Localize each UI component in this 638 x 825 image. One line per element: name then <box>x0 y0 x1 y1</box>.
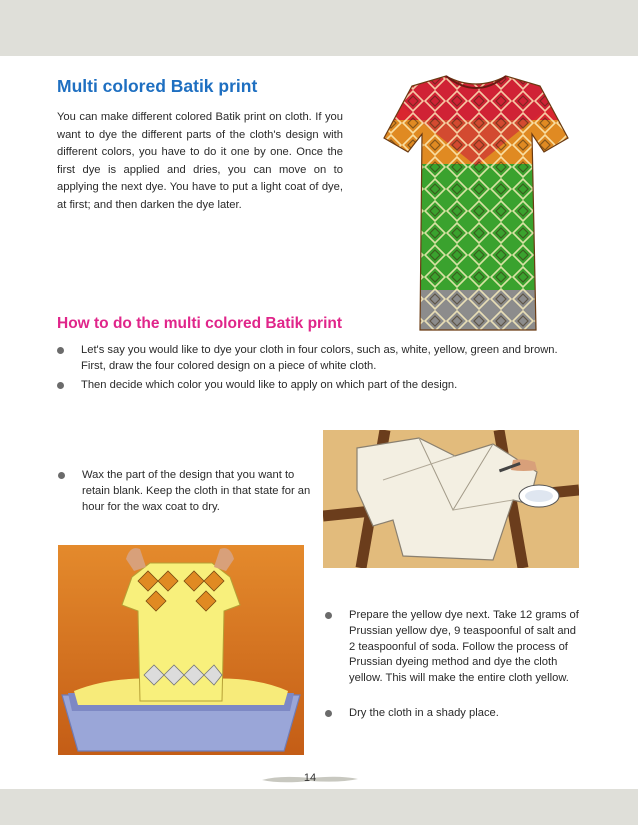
bullet-text: Prepare the yellow dye next. Take 12 grams of Prussian yellow dye, 9 teaspoonful of salt and 2 teaspoonful of soda. Follow the process of Prussian dyeing method and dye the cloth yellow. This will make the entire cloth yellow. <box>349 609 579 685</box>
bullet-dot-icon <box>58 472 65 479</box>
intro-paragraph: You can make different colored Batik print on cloth. If you want to dye the different parts of the cloth's design with different colors, you have to do it one by one. Once the first dye is applied and dries, you can move on to applying the next dye. You have to put a light coat of dye, at first; and then darken the dye later. <box>57 111 343 211</box>
bullet-text: Wax the part of the design that you want to retain blank. Keep the cloth in that state for an hour for the wax coat to dry. <box>82 469 311 513</box>
top-band <box>0 0 638 56</box>
bullet-text: Dry the cloth in a shady place. <box>349 707 499 719</box>
bullet-item <box>58 468 320 515</box>
page-number-block <box>260 770 360 788</box>
bullet-text: Let's say you would like to dye your cloth in four colors, such as, white, yellow, green and brown. First, draw the four colored design on a piece of white cloth. <box>81 344 558 372</box>
section-heading-how-to: How to do the multi colored Batik print <box>57 315 343 332</box>
bullet-dot-icon <box>325 710 332 717</box>
batik-shirt-illustration <box>380 68 572 332</box>
waxing-frame-illustration <box>323 430 579 568</box>
bullet-dot-icon <box>57 382 64 389</box>
bullet-dot-icon <box>57 347 64 354</box>
bullet-dot-icon <box>325 612 332 619</box>
bullet-item <box>325 706 585 722</box>
bullet-item <box>57 378 582 394</box>
page-title: Multi colored Batik print <box>57 76 258 96</box>
bullet-item <box>57 343 582 375</box>
bullet-item <box>325 608 585 687</box>
dye-vat-illustration <box>58 545 304 755</box>
bottom-band <box>0 789 638 825</box>
page-number: 14 <box>303 772 317 784</box>
bullet-text: Then decide which color you would like to apply on which part of the design. <box>81 379 458 391</box>
